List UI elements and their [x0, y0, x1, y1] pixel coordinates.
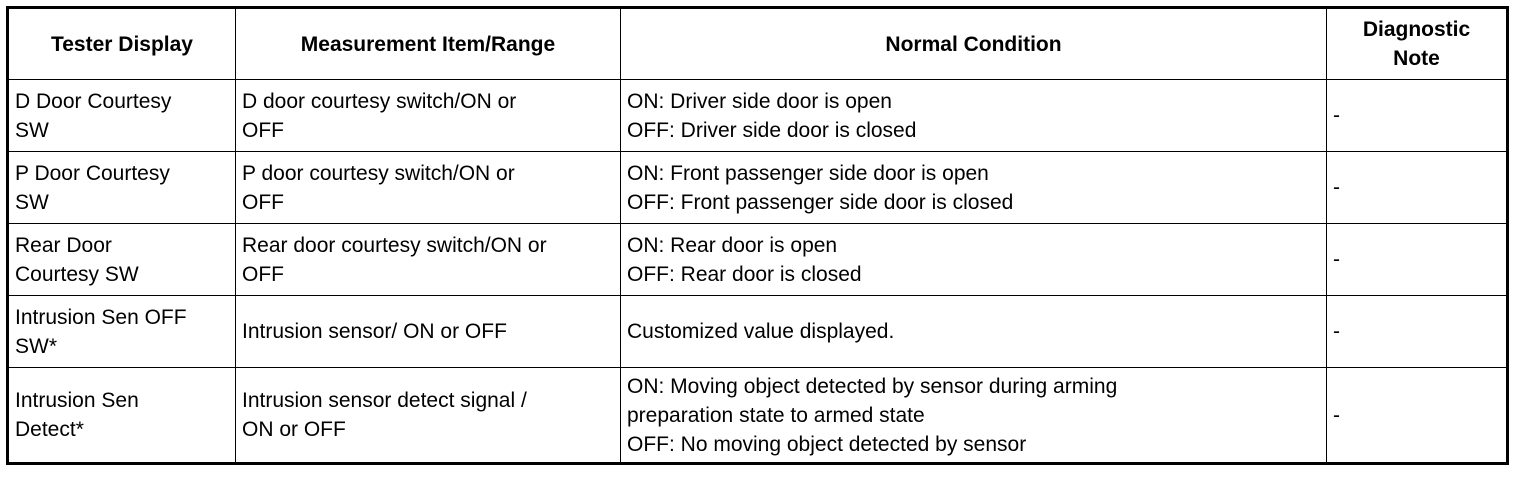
table-row — [8, 152, 1508, 224]
measurement-cell: P door courtesy switch/ON or OFF — [236, 152, 621, 224]
table-row — [8, 80, 1508, 152]
header-normal-condition: Normal Condition — [621, 8, 1327, 80]
measurement-cell: Intrusion sensor detect signal / ON or OFF — [236, 368, 621, 464]
header-tester-display: Tester Display — [8, 8, 236, 80]
table-row — [8, 296, 1508, 368]
diagnostic-note-cell: - — [1327, 80, 1508, 152]
header-measurement-item-range: Measurement Item/Range — [236, 8, 621, 80]
diagnostic-note-cell: - — [1327, 368, 1508, 464]
data-list-table — [6, 6, 1509, 465]
normal-condition-cell: ON: Moving object detected by sensor during arming preparation state to armed state OFF: No moving object detected by sensor — [621, 368, 1327, 464]
table-row — [8, 368, 1508, 464]
normal-condition-cell: ON: Rear door is open OFF: Rear door is closed — [621, 224, 1327, 296]
header-diagnostic-note: Diagnostic Note — [1327, 8, 1508, 80]
diagnostic-note-cell: - — [1327, 224, 1508, 296]
tester-display-cell: P Door Courtesy SW — [8, 152, 236, 224]
measurement-cell: Intrusion sensor/ ON or OFF — [236, 296, 621, 368]
tester-display-cell: Intrusion Sen Detect* — [8, 368, 236, 464]
measurement-cell: Rear door courtesy switch/ON or OFF — [236, 224, 621, 296]
normal-condition-cell: Customized value displayed. — [621, 296, 1327, 368]
tester-display-cell: Intrusion Sen OFF SW* — [8, 296, 236, 368]
normal-condition-cell: ON: Driver side door is open OFF: Driver side door is closed — [621, 80, 1327, 152]
header-row — [8, 8, 1508, 80]
diagnostic-note-cell: - — [1327, 152, 1508, 224]
normal-condition-cell: ON: Front passenger side door is open OFF: Front passenger side door is closed — [621, 152, 1327, 224]
measurement-cell: D door courtesy switch/ON or OFF — [236, 80, 621, 152]
tester-display-cell: D Door Courtesy SW — [8, 80, 236, 152]
diagnostic-note-cell: - — [1327, 296, 1508, 368]
table-row — [8, 224, 1508, 296]
tester-display-cell: Rear Door Courtesy SW — [8, 224, 236, 296]
